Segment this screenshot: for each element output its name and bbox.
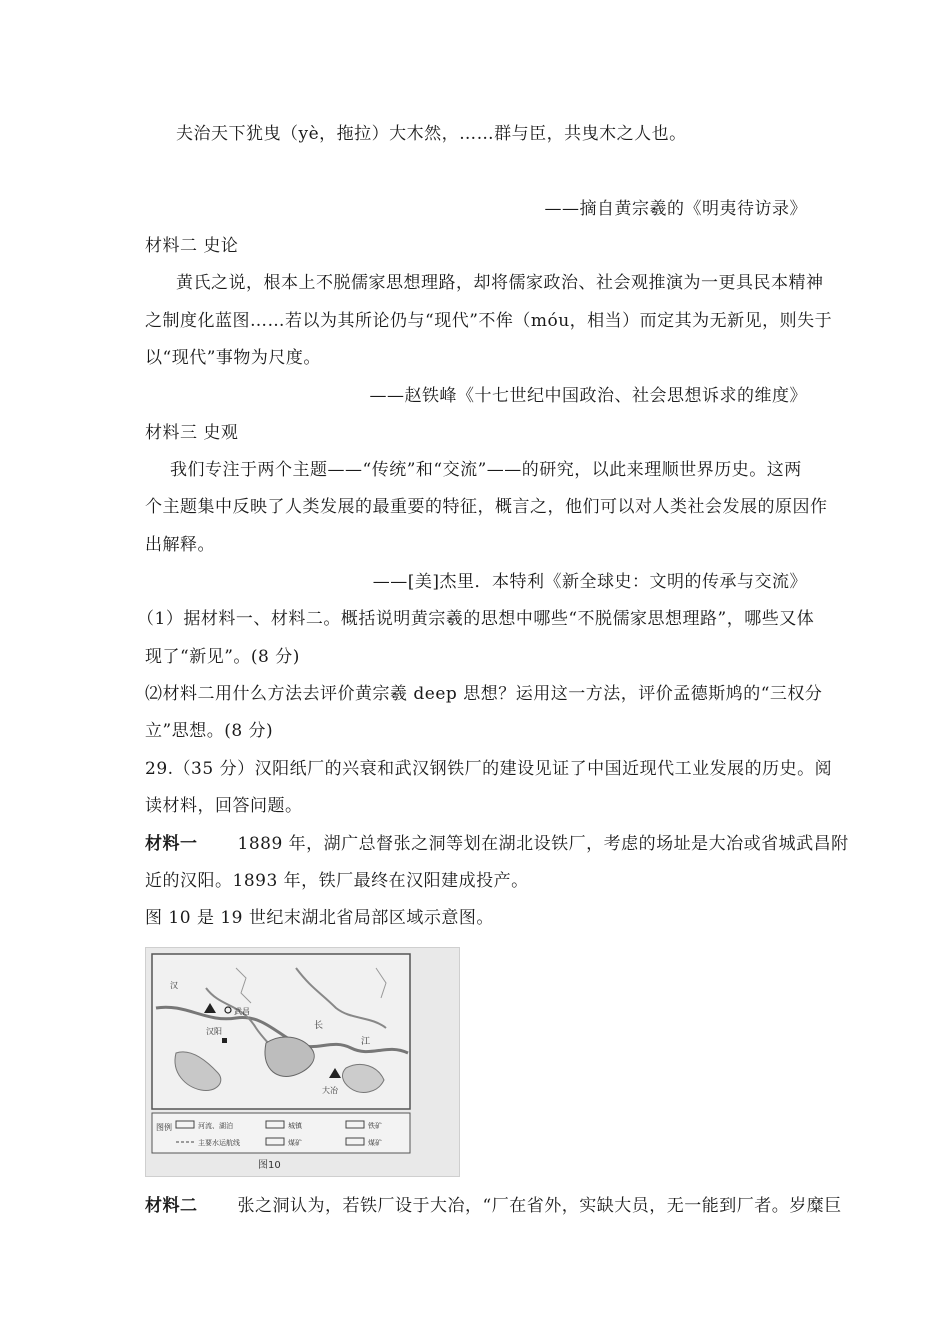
town-icon (222, 1038, 227, 1043)
legend-coal-1: 煤矿 (288, 1139, 302, 1147)
material3-label: 材料三 史观 (145, 423, 239, 443)
material2-source: ——赵铁峰《十七世纪中国政治、社会思想诉求的维度》 (369, 386, 807, 406)
q29-material1-line-2: 近的汉阳。1893 年，铁厂最终在汉阳建成投产。 (145, 871, 529, 891)
q29-material2-text: 张之洞认为，若铁厂设于大冶，“厂在省外，实缺大员，无一能到厂者。岁糜巨 (237, 1196, 842, 1216)
label-wuchang: 武昌 (234, 1007, 250, 1016)
material3-line-3: 出解释。 (145, 535, 215, 555)
question-1-line-1: （1）据材料一、材料二。概括说明黄宗羲的思想中哪些“不脱儒家思想理路”，哪些又体 (137, 609, 815, 629)
legend-town: 城镇 (288, 1122, 302, 1130)
legend-coal-2: 煤矿 (368, 1139, 382, 1147)
question-1-line-2: 现了“新见”。(8 分) (145, 647, 300, 667)
material2-line-2: 之制度化蓝图……若以为其所论仍与“现代”不侔（móu，相当）而定其为无新见，则失于 (145, 311, 833, 331)
q29-material2-line-1 (145, 1194, 842, 1218)
hubei-region-map (145, 947, 460, 1177)
material2-line-3: 以“现代”事物为尺度。 (145, 348, 321, 368)
q29-material1-label: 材料一 (145, 834, 198, 854)
q29-material2-label: 材料二 (145, 1196, 198, 1216)
figure-intro: 图 10 是 19 世纪末湖北省局部区域示意图。 (145, 908, 494, 928)
question-29-line-1: 29.（35 分）汉阳纸厂的兴衰和武汉钢铁厂的建设见证了中国近现代工业发展的历史。阅 (145, 759, 833, 779)
label-jiang: 江 (361, 1037, 371, 1047)
label-chang: 长 (314, 1021, 324, 1031)
material3-line-1: 我们专注于两个主题——“传统”和“交流”——的研究，以此来理顺世界历史。这两 (170, 460, 802, 480)
q29-material1-text: 1889 年，湖广总督张之洞等划在湖北设铁厂，考虑的场址是大冶或省城武昌附 (237, 834, 849, 854)
material3-line-2: 个主题集中反映了人类发展的最重要的特征，概言之，他们可以对人类社会发展的原因作 (145, 497, 828, 517)
legend-iron: 铁矿 (368, 1122, 382, 1130)
material2-label: 材料二 史论 (145, 236, 239, 256)
map-caption: 图10 (258, 1160, 281, 1171)
question-2-line-1: ⑵材料二用什么方法去评价黄宗羲 deep 思想？运用这一方法，评价孟德斯鸠的“三权分 (145, 684, 823, 704)
question-2-line-2: 立”思想。(8 分) (145, 721, 274, 741)
legend-route: 主要水运航线 (198, 1139, 240, 1147)
material2-line-1: 黄氏之说，根本上不脱儒家思想理路，却将儒家政治、社会观推演为一更具民本精神 (176, 273, 824, 293)
legend-title: 图例 (156, 1123, 172, 1132)
material1-source: ——摘自黄宗羲的《明夷待访录》 (544, 199, 807, 219)
material3-source: ——[美]杰里．本特利《新全球史：文明的传承与交流》 (372, 572, 807, 592)
legend-river: 河流、湖泊 (198, 1122, 233, 1130)
label-han: 汉 (170, 981, 178, 990)
material1-quote: 夫治天下犹曳（yè，拖拉）大木然，……群与臣，共曳木之人也。 (176, 124, 687, 144)
question-29-line-2: 读材料，回答问题。 (145, 796, 303, 816)
q29-material1-line-1 (145, 832, 849, 856)
label-hanyang: 汉阳 (206, 1027, 222, 1036)
label-daye: 大冶 (322, 1086, 338, 1095)
